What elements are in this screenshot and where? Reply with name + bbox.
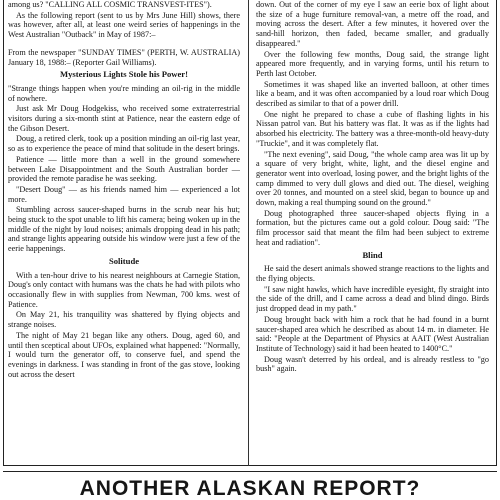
body-paragraph: Doug, a retired clerk, took up a position minding an oil-rig last year, so as to experience the peace of mind that solitude in the desert brings. [8, 134, 240, 154]
section-heading: Blind [362, 249, 383, 260]
source-citation: From the newspaper "SUNDAY TIMES" (PERTH, W. AUSTRALIA) January 18, 1988:– (Reporter Gail Williams). [8, 47, 240, 67]
body-paragraph: Over the following few months, Doug said, the strange light appeared more frequently, and in varying forms, until his return to Perth last October. [256, 49, 489, 78]
intro-paragraph: among us? "CALLING ALL COSMIC TRANSVEST-ITES"). [8, 0, 212, 9]
body-paragraph: Doug wasn't deterred by his ordeal, and is already restless to "go bush" again. [256, 354, 489, 374]
body-paragraph: Doug photographed three saucer-shaped objects flying in a formation, but the pictures came out a gold colour. Doug said: "The film processor said that meant the film had been subject to extreme heat and radiation". [256, 208, 489, 247]
body-paragraph: On May 21, his tranquility was shattered by flying objects and strange noises. [8, 310, 240, 330]
body-paragraph: Stumbling across saucer-shaped burns in the scrub near his hut; being stuck to the spot unable to lift his camera; being woken up in the middle of the night by loud noises; animals dropping dead in his path; and strange lights appearing outside his window were just a few of the eerie happenings. [8, 205, 240, 254]
next-article-title: ANOTHER ALASKAN REPORT? [79, 477, 421, 500]
body-paragraph: One night he prepared to chase a cube of flashing lights in his Nissan patrol van. But his battery was flat. It was as if the lights had absorbed his electricity. The battery was a three-month-old heavy-duty "Truckie", and it was completely flat. [256, 109, 489, 148]
left-column [8, 0, 240, 380]
section-heading: Mysterious Lights Stole his Power! [60, 69, 188, 80]
body-paragraph: With a ten-hour drive to his nearest neighbours at Carnegie Station, Doug's only contact with humans was the chats he had with pilots who occasionally flew in with supplies from Newman, 700 kms. west of Patience. [8, 270, 240, 309]
body-paragraph: He said the desert animals showed strange reactions to the lights and the flying objects. [256, 264, 489, 283]
body-paragraph: "Desert Doug" — as his friends named him — experienced a lot more. [8, 184, 240, 204]
body-paragraph: "Strange things happen when you're minding an oil-rig in the middle of nowhere. [8, 83, 240, 103]
column-divider [248, 0, 249, 466]
footer-rule [3, 471, 497, 472]
body-paragraph: Doug brought back with him a rock that he had found in a burnt saucer-shaped area which he described as about 14 m. in diameter. He said: "People at the Department of Physics at AAIT (West Australian Institute of Technology) said it had been heated to 1400°C." [256, 314, 489, 353]
intro-paragraph: As the following report (sent to us by Mrs June Hill) shows, there was however, after all, at least one weird series of happenings in the West Australian "Outback" in May of 1987:– [8, 10, 240, 40]
body-paragraph: Patience — little more than a well in the ground somewhere between Lake Disappointment and the South Australian border — provided the remote paradise he was seeking. [8, 154, 240, 184]
body-paragraph: Just ask Mr Doug Hodgekiss, who received some extraterrestrial visitors during a six-month stint at Patience, near the eastern edge of the Gibson Desert. [8, 104, 240, 133]
body-paragraph: down. Out of the corner of my eye I saw an eerie box of light about the size of a huge furniture removal-van, a metre off the road, and moving across the desert. After a few minutes, it hovered over the sand-hill horizon, then faded, became smaller, and gradually disappeared." [256, 0, 489, 48]
section-heading: Solitude [108, 255, 140, 266]
body-paragraph: The night of May 21 began like any others. Doug, aged 60, and until then sceptical about UFOs, explained what happened: "Normally, I would turn the generator off, to conserve fuel, and spend the evenings in darkness. I was standing in front of the gas stove, looking out across the desert [8, 330, 240, 379]
body-paragraph: Sometimes it was shaped like an inverted balloon, at other times like a beam, and it was often accompanied by a loud roar which Doug described as similar to that of a power drill. [256, 79, 489, 109]
body-paragraph: "The next evening", said Doug, "the whole camp area was lit up by a square of very bright, white, light, and the diesel engine and generator went into overload, losing power, and the bright lights of the camp dimmed to very dull glows and died out. The diesel, weighing over 20 tonnes, and mounted on a steel skid, began to bounce up and down, making a real thumping sound on the ground." [256, 149, 489, 208]
right-column [256, 0, 489, 375]
body-paragraph: "I saw night hawks, which have incredible eyesight, fly straight into the side of the drill, and I came across a dead and blind dingo. Birds just dropped dead in my path." [256, 284, 489, 314]
